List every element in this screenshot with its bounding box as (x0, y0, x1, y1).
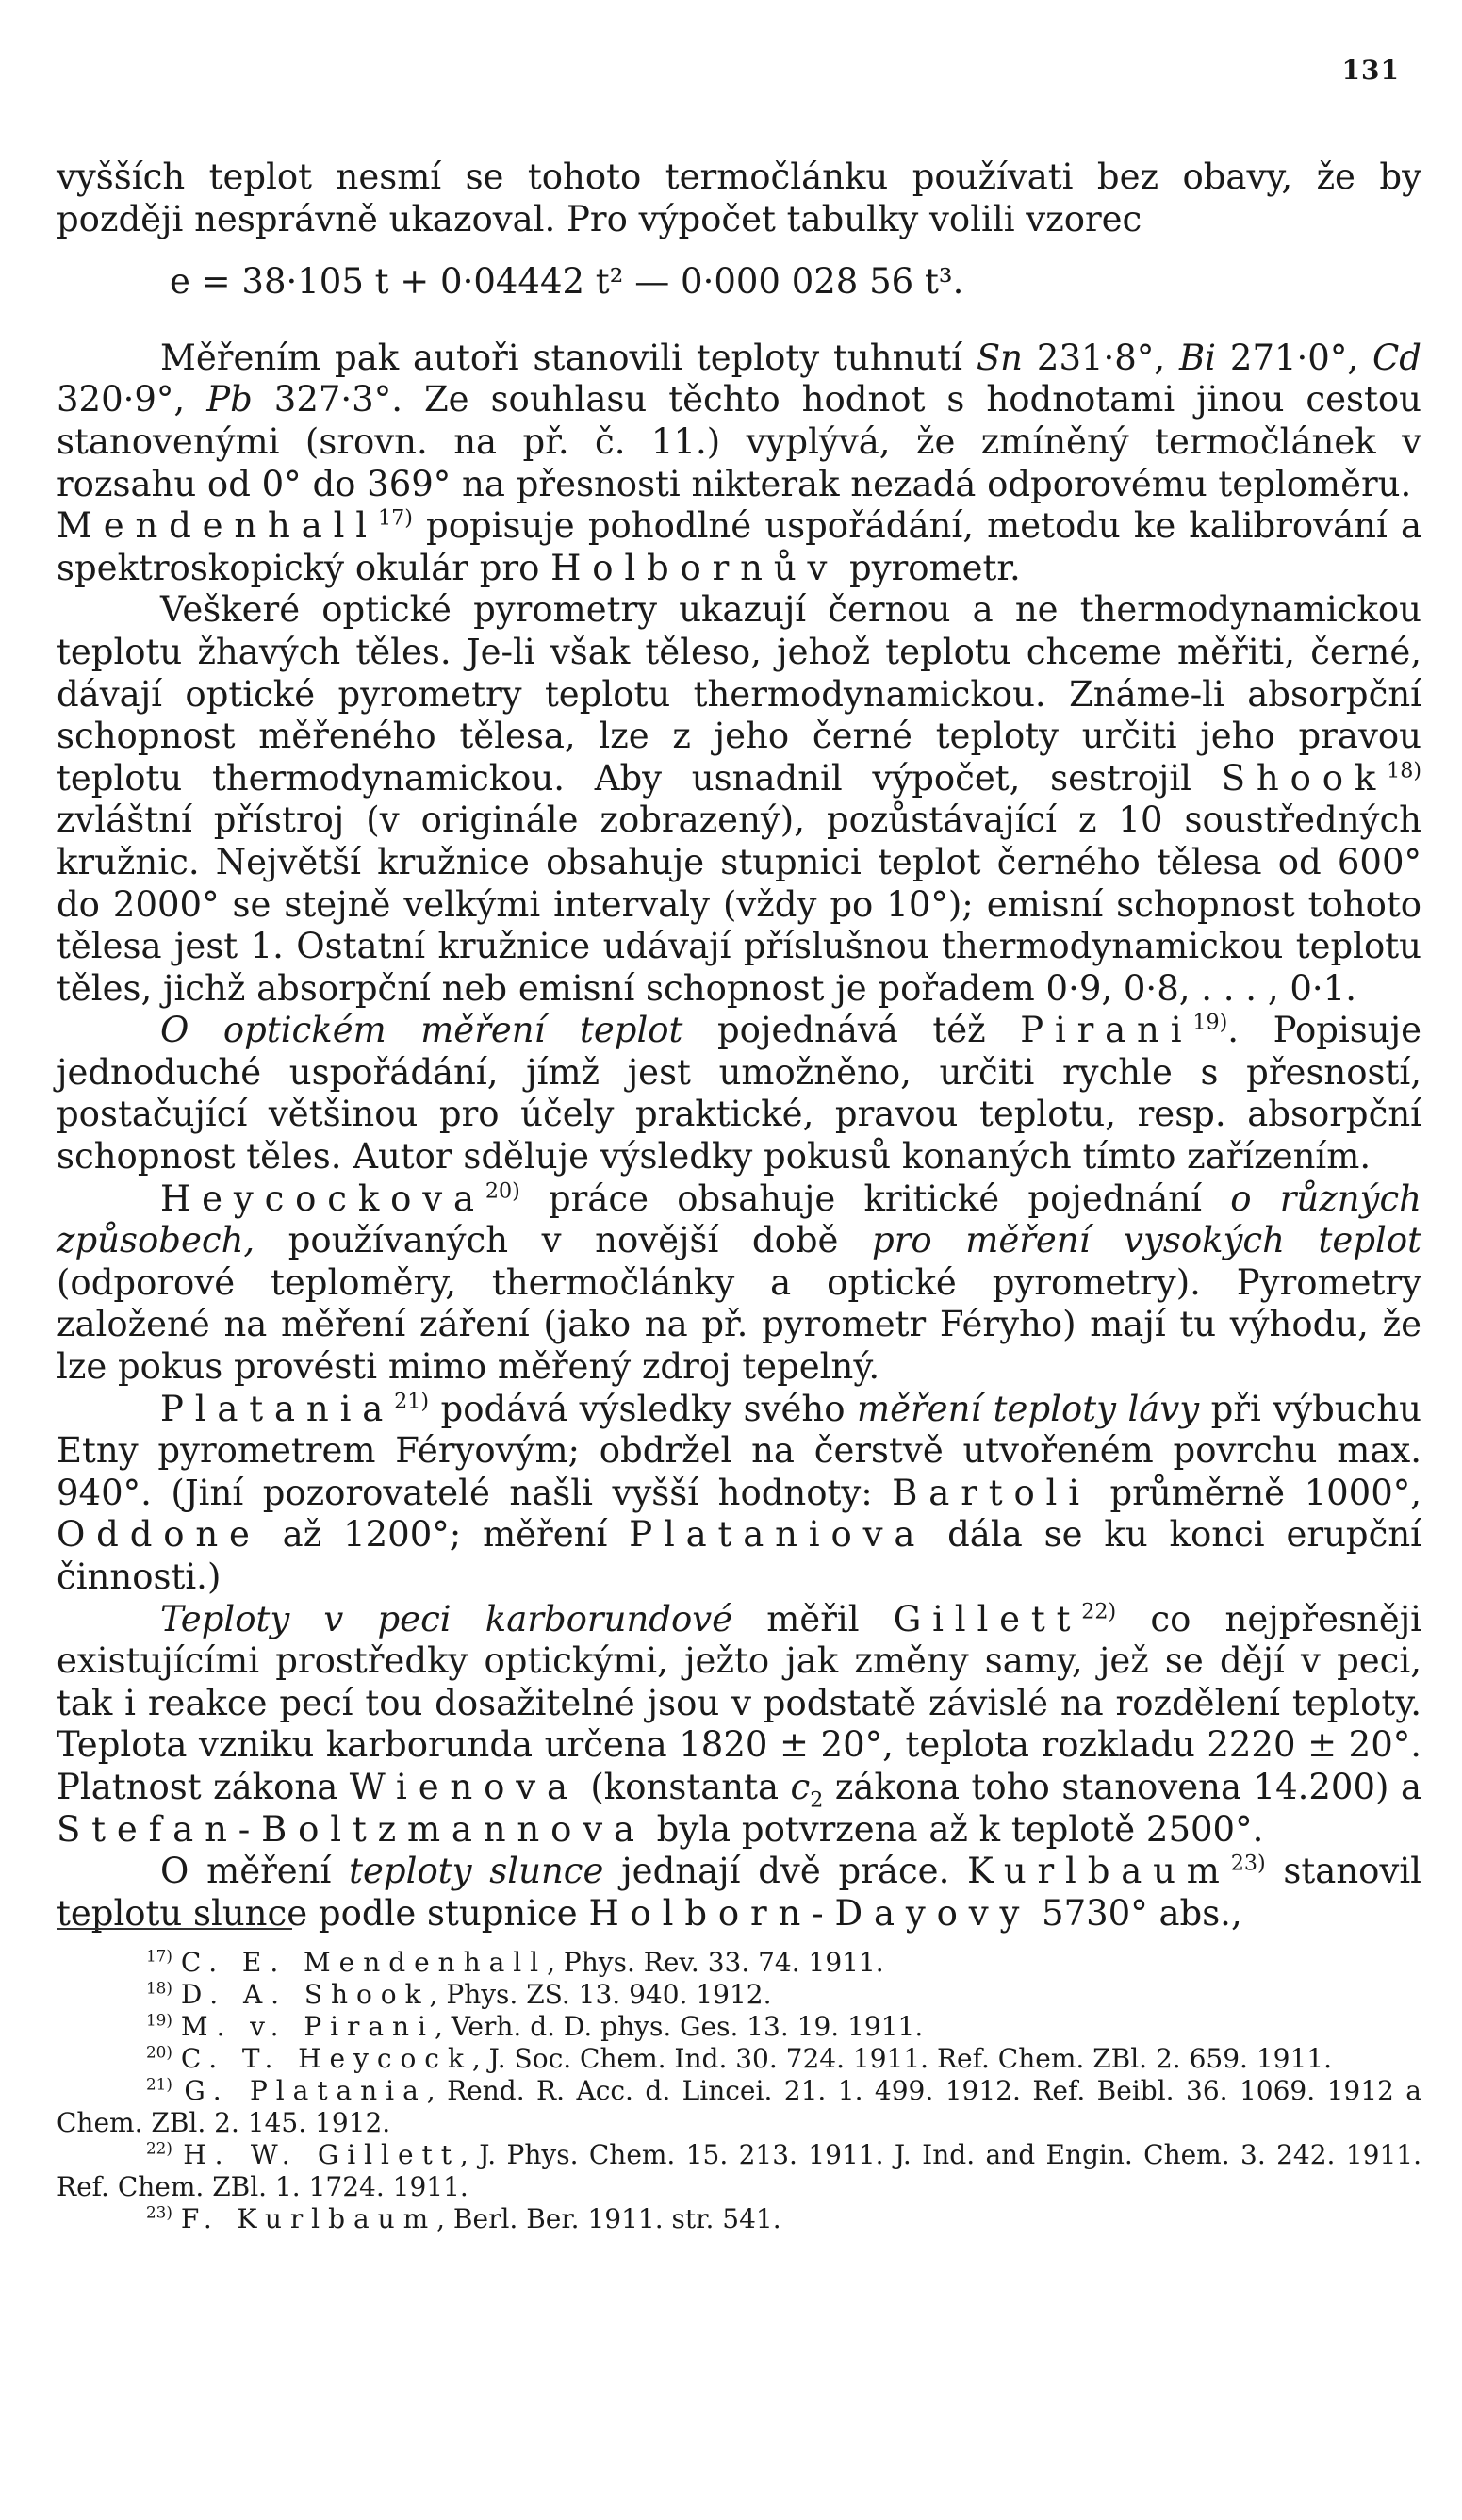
author-name: Mendenhall (57, 505, 378, 547)
paragraph-4: Veškeré optické pyrometry ukazují černou a ne thermodynamickou teplotu žhavých těles. Je-li však těleso, jehož teplotu chceme měřiti, černé, dávají optické pyrometry teplotu thermodynamickou. Známe-li absorpční schopnost měřeného tělesa, lze z jeho černé teploty určiti jeho pravou teplotu thermodynamickou. Aby usnadnil výpočet, sestrojil Shook$^{18)}$ zvláštní přístroj (v originále zobrazený), pozůstávající z 10 soustředných kružnic. Největší kružnice obsahuje stupnici teplot černého tělesa od 600° do 2000° se stejně velkými intervaly (vždy po 10°); emisní schopnost tohoto tělesa jest 1. Ostatní kružnice udávají příslušnou thermodynamickou teplotu těles, jichž absorpční neb emisní schopnost je pořadem 0·9, 0·8, . . . , 0·1. (57, 589, 1421, 1009)
author-name: Kurlbaum (967, 1851, 1231, 1892)
author-name: Shook (1221, 757, 1388, 799)
author-name: Gillett (893, 1598, 1082, 1639)
footnote: $^{20)}$ C. T. Heycock, J. Soc. Chem. Ind. 30. 724. 1911. Ref. Chem. ZBl. 2. 659. 1911. (146, 2042, 1332, 2074)
body-text (57, 156, 1421, 1935)
paragraph-3: Mendenhall$^{17)}$ popisuje pohodlné uspořádání, metodu ke kalibrování a spektroskopický okulár pro Holbornův pyrometr. (57, 505, 1421, 588)
paragraph-2: Měřením pak autoři stanovili teploty tuhnutí Sn 231·8°, Bi 271·0°, Cd 320·9°, Pb 327·3°. Ze souhlasu těchto hodnot s hodnotami jinou cestou stanovenými (srovn. na př. č. 11.) vyplývá, že zmíněný termočlánek v rozsahu od 0° do 369° na přesnosti nikterak nezadá odporovému teploměru. (57, 337, 1421, 504)
paragraph-8: Teploty v peci karborundové měřil Gillett$^{22)}$ co nejpřesněji existujícími prostředky optickými, ježto jak změny samy, jež se dějí v peci, tak i reakce pecí tou dosažitelné jsou v podstatě závislé na rozdělení teploty. Teplota vzniku karborunda určena 1820 ± 20°, teplota rozkladu 2220 ± 20°. Platnost zákona Wienova (konstanta $c_2$ zákona toho stanovena 14.200) a Stefan-Boltzmannova byla potvrzena až k teplotě 2500°. (57, 1598, 1422, 1850)
paragraph-6: Heycockova$^{20)}$ práce obsahuje kritické pojednání o různých způsobech, používaných v novější době pro měření vysokých teplot (odporové teploměry, thermočlánky a optické pyrometry). Pyrometry založené na měření záření (jako na př. pyrometr Féryho) mají tu výhodu, že lze pokus provésti mimo měřený zdroj tepelný. (57, 1178, 1421, 1388)
paragraph-1: vyšších teplot nesmí se tohoto termočlánku používati bez obavy, že by později nesprávně ukazoval. Pro výpočet tabulky volili vzorec (57, 156, 1421, 239)
footnote: $^{22)}$ H. W. Gillett, J. Phys. Chem. 15. 213. 1911. J. Ind. and Engin. Chem. 3. 242. 1911. Ref. Chem. ZBl. 1. 1724. 1911. (57, 2138, 1421, 2202)
footnote: $^{17)}$ C. E. Mendenhall, Phys. Rev. 33. 74. 1911. (146, 1946, 884, 1978)
paragraph-7: Platania$^{21)}$ podává výsledky svého měření teploty lávy při výbuchu Etny pyrometrem Féryovým; obdržel na čerstvě utvořeném povrchu max. 940°. (Jiní pozorovatelé našli vyšší hodnoty: Bartoli průměrně 1000°, Oddone až 1200°; měření Plataniova dála se ku konci erupční činnosti.) (57, 1388, 1422, 1597)
footnotes (57, 1947, 1421, 2235)
footnote-divider (57, 1928, 292, 1930)
page-number: 131 (1341, 55, 1400, 86)
footnote-ref: 21) (394, 1389, 430, 1414)
author-name: Pirani (1020, 1010, 1193, 1051)
footnote-ref: 20) (485, 1178, 520, 1204)
footnote: $^{23)}$ F. Kurlbaum, Berl. Ber. 1911. str. 541. (146, 2202, 781, 2234)
footnote: $^{18)}$ D. A. Shook, Phys. ZS. 13. 940. 1912. (146, 1978, 772, 2010)
footnote-ref: 22) (1081, 1599, 1117, 1624)
footnote-ref: 17) (377, 505, 413, 531)
paragraph-5: O optickém měření teplot pojednává též Pirani$^{19)}$. Popisuje jednoduché uspořádání, jímž jest umožněno, určiti rychle s přesností, postačující většinou pro účely praktické, pravou teplotu, resp. absorpční schopnost těles. Autor sděluje výsledky pokusů konaných tímto zařízením. (57, 1010, 1421, 1178)
author-name: Platania (160, 1388, 395, 1429)
author-name: Heycockova (160, 1178, 485, 1219)
footnote: $^{19)}$ M. v. Pirani, Verh. d. D. phys. Ges. 13. 19. 1911. (146, 2010, 924, 2042)
footnote: $^{21)}$ G. Platania, Rend. R. Acc. d. Lincei. 21. 1. 499. 1912. Ref. Beibl. 36. 1069. 1912 a Chem. ZBl. 2. 145. 1912. (57, 2074, 1421, 2138)
footnote-ref: 23) (1230, 1851, 1266, 1876)
paragraph-9: O měření teploty slunce jednají dvě práce. Kurlbaum$^{23)}$ stanovil teplotu slunce podle stupnice Holborn-Dayovy 5730° abs., (57, 1851, 1421, 1934)
footnote-ref: 19) (1192, 1010, 1228, 1035)
footnote-ref: 18) (1387, 758, 1421, 783)
formula: e = 38·105 t + 0·04442 t² — 0·000 028 56 t³. (170, 261, 964, 303)
